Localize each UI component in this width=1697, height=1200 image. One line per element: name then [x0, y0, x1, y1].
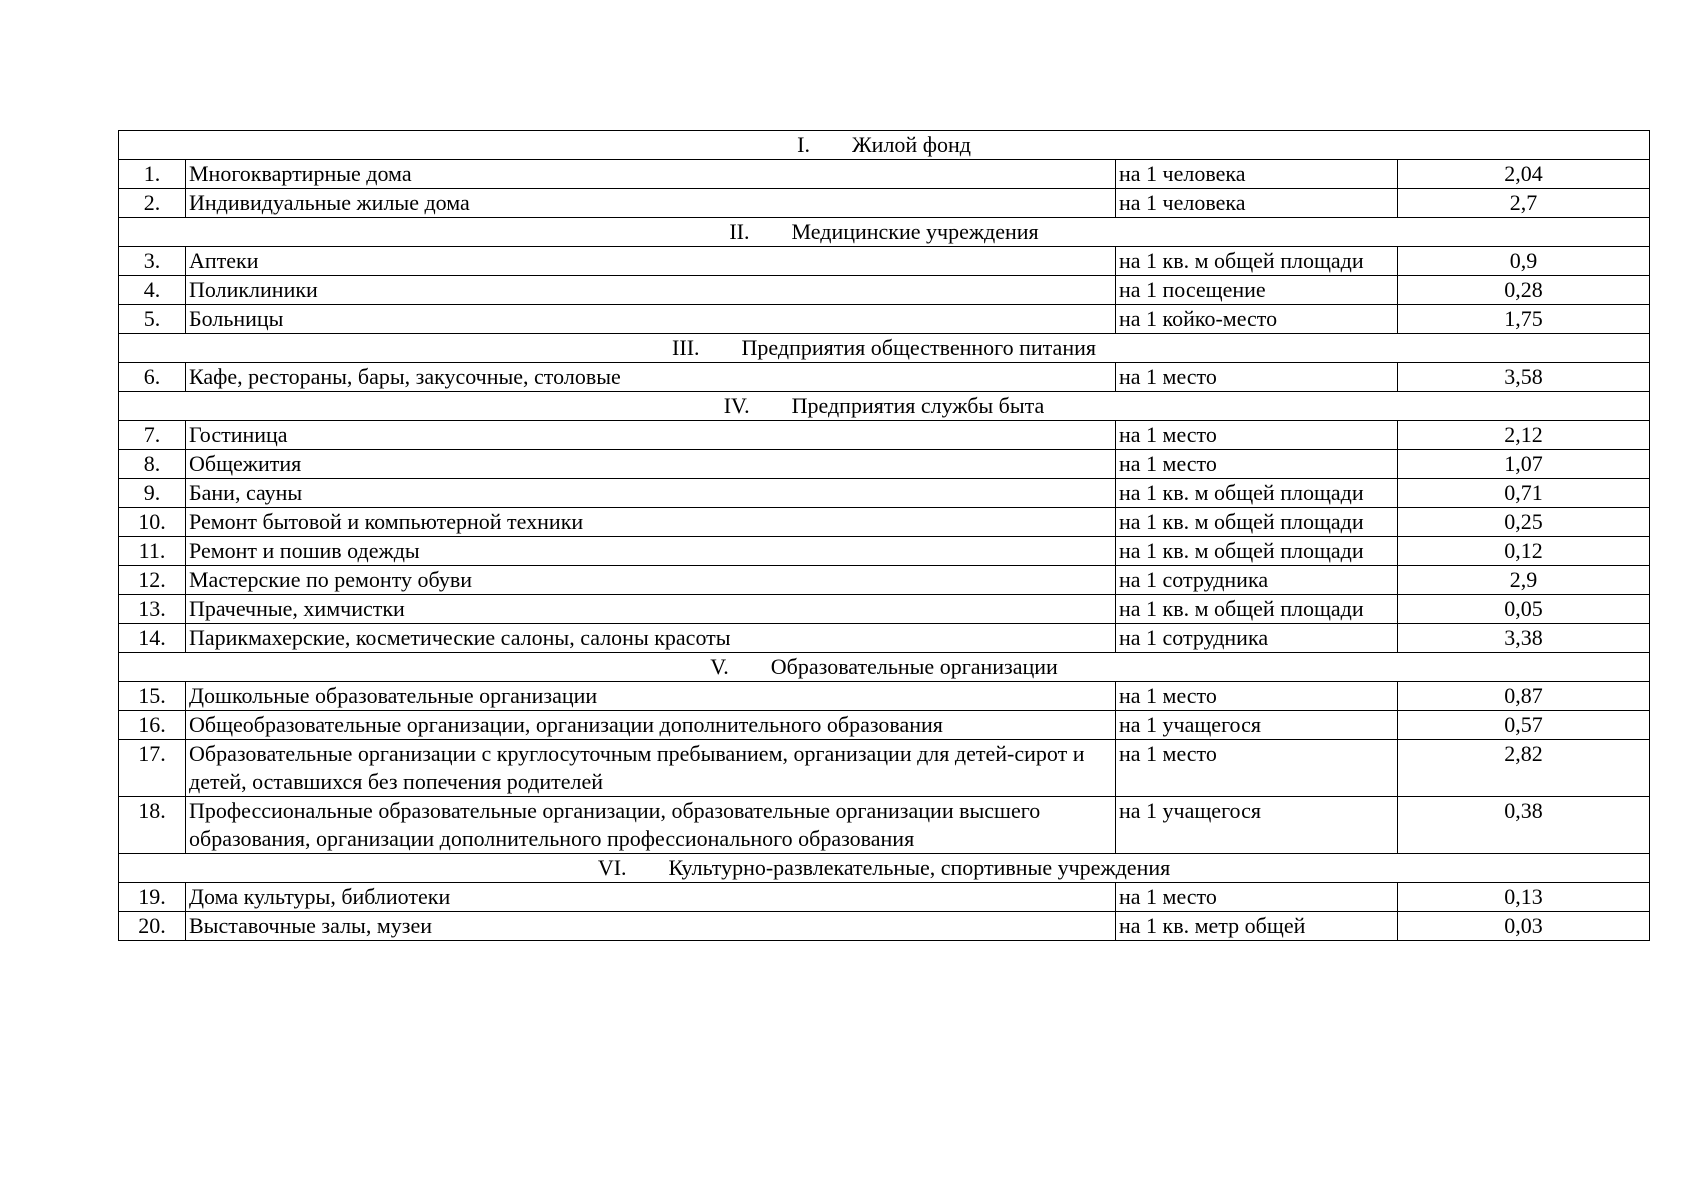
facility-type: Дошкольные образовательные организации	[186, 682, 1116, 711]
row-number: 13.	[119, 595, 186, 624]
unit-of-measure: на 1 учащегося	[1116, 797, 1398, 854]
section-number: III.	[672, 335, 700, 360]
unit-of-measure: на 1 койко-место	[1116, 305, 1398, 334]
row-number: 15.	[119, 682, 186, 711]
facility-type: Бани, сауны	[186, 479, 1116, 508]
unit-of-measure: на 1 место	[1116, 450, 1398, 479]
norm-value: 3,38	[1398, 624, 1650, 653]
table-row	[119, 189, 1650, 218]
row-number: 12.	[119, 566, 186, 595]
norm-value: 0,87	[1398, 682, 1650, 711]
unit-of-measure: на 1 кв. м общей площади	[1116, 537, 1398, 566]
section-title: Предприятия общественного питания	[741, 335, 1096, 360]
section-number: IV.	[723, 393, 750, 418]
facility-type: Поликлиники	[186, 276, 1116, 305]
section-number: II.	[729, 219, 750, 244]
row-number: 2.	[119, 189, 186, 218]
table-row	[119, 624, 1650, 653]
norm-value: 0,57	[1398, 711, 1650, 740]
row-number: 8.	[119, 450, 186, 479]
table-row	[119, 682, 1650, 711]
table-row	[119, 247, 1650, 276]
unit-of-measure: на 1 учащегося	[1116, 711, 1398, 740]
norm-value: 0,05	[1398, 595, 1650, 624]
unit-of-measure: на 1 кв. м общей площади	[1116, 479, 1398, 508]
table-body	[119, 131, 1650, 941]
table-row	[119, 450, 1650, 479]
facility-type: Образовательные организации с круглосуточным пребыванием, организации для детей-сирот и детей, оставшихся без попечения родителей	[186, 740, 1116, 797]
unit-of-measure: на 1 кв. м общей площади	[1116, 247, 1398, 276]
facility-type: Мастерские по ремонту обуви	[186, 566, 1116, 595]
section-header-row	[119, 218, 1650, 247]
facility-type: Парикмахерские, косметические салоны, салоны красоты	[186, 624, 1116, 653]
row-number: 11.	[119, 537, 186, 566]
norm-value: 0,9	[1398, 247, 1650, 276]
facility-type: Аптеки	[186, 247, 1116, 276]
table-row	[119, 566, 1650, 595]
row-number: 18.	[119, 797, 186, 854]
section-number: VI.	[597, 855, 627, 880]
section-header-cell	[119, 392, 1650, 421]
unit-of-measure: на 1 место	[1116, 363, 1398, 392]
norm-value: 1,07	[1398, 450, 1650, 479]
section-header-cell	[119, 334, 1650, 363]
facility-type: Общеобразовательные организации, организации дополнительного образования	[186, 711, 1116, 740]
unit-of-measure: на 1 место	[1116, 421, 1398, 450]
facility-type: Ремонт бытовой и компьютерной техники	[186, 508, 1116, 537]
section-header-cell	[119, 131, 1650, 160]
section-number: I.	[797, 132, 810, 157]
norm-value: 0,12	[1398, 537, 1650, 566]
row-number: 19.	[119, 883, 186, 912]
facility-type: Кафе, рестораны, бары, закусочные, столовые	[186, 363, 1116, 392]
norm-value: 2,04	[1398, 160, 1650, 189]
table-row	[119, 883, 1650, 912]
unit-of-measure: на 1 человека	[1116, 189, 1398, 218]
norm-value: 0,28	[1398, 276, 1650, 305]
table-row	[119, 537, 1650, 566]
unit-of-measure: на 1 место	[1116, 883, 1398, 912]
section-header-row	[119, 854, 1650, 883]
table-row	[119, 711, 1650, 740]
row-number: 4.	[119, 276, 186, 305]
table-row	[119, 363, 1650, 392]
norm-value: 0,38	[1398, 797, 1650, 854]
table-row	[119, 797, 1650, 854]
facility-type: Больницы	[186, 305, 1116, 334]
norm-value: 0,25	[1398, 508, 1650, 537]
table-row	[119, 912, 1650, 941]
row-number: 17.	[119, 740, 186, 797]
section-title: Культурно-развлекательные, спортивные учреждения	[668, 855, 1171, 880]
section-header-cell	[119, 653, 1650, 682]
table-row	[119, 740, 1650, 797]
table-row	[119, 479, 1650, 508]
unit-of-measure: на 1 кв. м общей площади	[1116, 595, 1398, 624]
row-number: 7.	[119, 421, 186, 450]
unit-of-measure: на 1 место	[1116, 682, 1398, 711]
table-row	[119, 305, 1650, 334]
unit-of-measure: на 1 посещение	[1116, 276, 1398, 305]
unit-of-measure: на 1 сотрудника	[1116, 624, 1398, 653]
section-title: Образовательные организации	[770, 654, 1058, 679]
row-number: 9.	[119, 479, 186, 508]
unit-of-measure: на 1 сотрудника	[1116, 566, 1398, 595]
norm-value: 0,13	[1398, 883, 1650, 912]
facility-type: Дома культуры, библиотеки	[186, 883, 1116, 912]
facility-type: Прачечные, химчистки	[186, 595, 1116, 624]
row-number: 16.	[119, 711, 186, 740]
norm-value: 2,7	[1398, 189, 1650, 218]
table-row	[119, 595, 1650, 624]
norm-value: 2,12	[1398, 421, 1650, 450]
unit-of-measure: на 1 кв. м общей площади	[1116, 508, 1398, 537]
row-number: 14.	[119, 624, 186, 653]
section-title: Медицинские учреждения	[791, 219, 1039, 244]
row-number: 1.	[119, 160, 186, 189]
norm-value: 0,03	[1398, 912, 1650, 941]
facility-type: Ремонт и пошив одежды	[186, 537, 1116, 566]
section-header-row	[119, 392, 1650, 421]
table-row	[119, 421, 1650, 450]
row-number: 3.	[119, 247, 186, 276]
row-number: 6.	[119, 363, 186, 392]
row-number: 10.	[119, 508, 186, 537]
norm-value: 2,82	[1398, 740, 1650, 797]
facility-type: Выставочные залы, музеи	[186, 912, 1116, 941]
section-header-row	[119, 334, 1650, 363]
unit-of-measure: на 1 кв. метр общей	[1116, 912, 1398, 941]
table-row	[119, 160, 1650, 189]
facility-type: Общежития	[186, 450, 1116, 479]
row-number: 5.	[119, 305, 186, 334]
section-header-cell	[119, 218, 1650, 247]
norm-value: 2,9	[1398, 566, 1650, 595]
section-title: Жилой фонд	[851, 132, 971, 157]
norm-value: 1,75	[1398, 305, 1650, 334]
section-title: Предприятия службы быта	[791, 393, 1045, 418]
facility-type: Индивидуальные жилые дома	[186, 189, 1116, 218]
section-header-cell	[119, 854, 1650, 883]
facility-type: Гостиница	[186, 421, 1116, 450]
facility-type: Многоквартирные дома	[186, 160, 1116, 189]
unit-of-measure: на 1 человека	[1116, 160, 1398, 189]
section-header-row	[119, 131, 1650, 160]
section-number: V.	[710, 654, 729, 679]
row-number: 20.	[119, 912, 186, 941]
facility-type: Профессиональные образовательные организации, образовательные организации высшего образования, организации дополнительного профессионального образования	[186, 797, 1116, 854]
unit-of-measure: на 1 место	[1116, 740, 1398, 797]
norm-value: 3,58	[1398, 363, 1650, 392]
norm-value: 0,71	[1398, 479, 1650, 508]
section-header-row	[119, 653, 1650, 682]
table-row	[119, 508, 1650, 537]
norms-table	[118, 130, 1650, 941]
table-row	[119, 276, 1650, 305]
